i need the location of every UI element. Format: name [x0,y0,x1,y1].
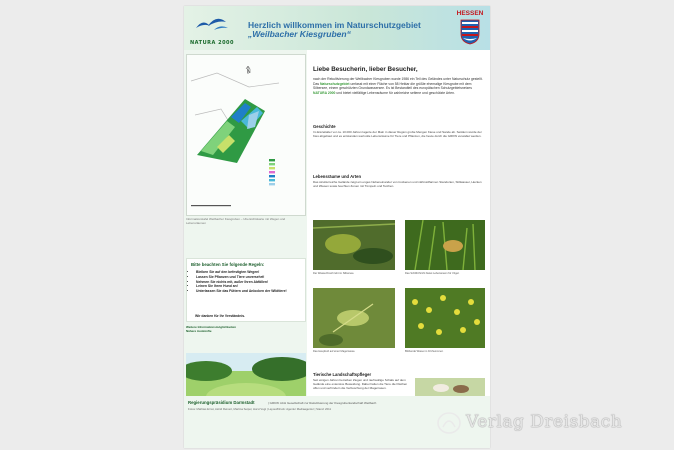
svg-text:N: N [247,69,251,75]
map-caption: Informationstafel Weilbacher Kiesgruben – Übersichtskarte mit Wegen und Lebensräumen [186,218,286,225]
site-map [186,54,306,216]
keepers-title: Tierische Landschaftspfleger [313,372,372,377]
footer-sub: | GRKW mbH Gesellschaft zur Rekultivierung der Kiesgrubenlandschaft Weilbach [268,400,377,405]
rules-list [191,270,287,294]
rule-item: • Leinen Sie Ihren Hund an! [196,284,287,289]
photo-caption: Das Schilfröhricht bietet Lebensraum für Vögel. [405,272,460,275]
photo-caption: Blühende Wiese im Frühsommer. [405,350,444,353]
page-subtitle: „Weilbacher Kiesgruben“ [248,29,351,39]
rules-box [186,258,306,322]
goat-photo [415,378,485,396]
lion-crest-icon [460,19,480,45]
rule-item: • Nehmen Sie nichts mit, außer Ihren Abfällen! [196,280,287,285]
photo-caption: Der Wasserfrosch lebt im Silbersee. [313,272,355,275]
map-graphic [187,55,305,215]
footer-org: Regierungspräsidium Darmstadt [188,400,255,405]
publisher-emblem-icon [436,411,462,435]
reed-photo [405,220,485,270]
publisher-watermark: Verlag Dreisbach [466,412,623,432]
habitats-text: Das strukturreiche Gelände zeigt ein enges Nebeneinander von trockenen und nährstoffarmen Standorten, Stillwasser, Hecken und Wiesen sowie feuchten Zonen mit Tümpeln und Teichen. [313,180,482,188]
greeting: Liebe Besucherin, lieber Besucher, [313,66,418,73]
habitats-title: Lebensräume und Arten [313,174,362,179]
keepers-text: Seit einigen Jahren betreiben Ziegen und rauhwollige Schafe auf dem Gelände eine extensive Beweidung. Dabei halten die Tiere die Flächen offen und verhindern die Verbuschung der Magerrasen. [313,379,408,390]
info-heading: Nähere Auskünfte [186,328,212,333]
poster-header [184,6,490,50]
flower-meadow-photo [405,288,485,348]
right-column [311,50,487,396]
photo-caption: Das Heupferd auf einer Magerwiese. [313,350,356,353]
rule-item: • Bleiben Sie auf den befestigten Wegen! [196,270,287,275]
rules-thanks: Wir danken für Ihr Verständnis. [195,314,246,318]
intro-text [313,77,485,95]
info-heading: Weitere Informationsmöglichkeiten [186,325,236,329]
history-text: Im Eiszeitalter vor ca. 10.000 Jahren lagerte der Main in dieser Region große Mengen Kiese und Sande ab. Seitdem wurde der Kies abgebaut und es entstanden wertvolle Lebensräume für Tiere und Pflanzen, die heute durch die GRKW verwaltet werden. [313,130,482,138]
rule-item: • Lassen Sie Pflanzen und Tiere unversehrt! [196,275,287,280]
intro-highlight: NATURA 2000 [313,90,336,95]
grasshopper-photo [313,288,395,348]
left-column [184,50,307,448]
intro-part: nach der Rekultivierung der Weilbacher Kiesgruben wurde 1986 ein Teil des Geländes unter Naturschutz gestellt. Das [313,77,483,86]
page-title: Herzlich willkommen im Naturschutzgebiet [248,20,421,30]
footer-credits: Fotos: Mathias Ernst, Astrid Reinert, Martina Seipel, Horst Vogt | Layout/Druck: Agentur Mediaagentur | Stand: 2011 [188,407,332,411]
hessen-emblem [454,10,486,48]
birds-icon [194,14,230,34]
intro-part: umfasst mit einer Fläche von 58 Hektar die größte ehemalige Kiesgrube mit dem Silbersee, einem geschützten Grundwassersee. Es ist Bestandteil des europäischen Schutzgebietsnetzes [313,81,472,90]
rule-item: • Unterlassen Sie das Füttern und Anlocken der Wildtiere! [196,289,287,294]
info-poster [184,6,490,448]
natura-logo-text: NATURA 2000 [190,40,235,46]
rules-title: Bitte beachten Sie folgende Regeln: [191,262,265,267]
history-title: Geschichte [313,124,336,129]
hessen-label: HESSEN [456,10,484,17]
frog-photo [313,220,395,270]
intro-part: und bietet vielfältige Lebensräume für zahlreiche seltene und geschützte Arten. [335,90,455,95]
natura-2000-logo [188,10,234,48]
intro-highlight: Naturschutzgebiet [319,81,350,86]
info-box [186,326,304,350]
